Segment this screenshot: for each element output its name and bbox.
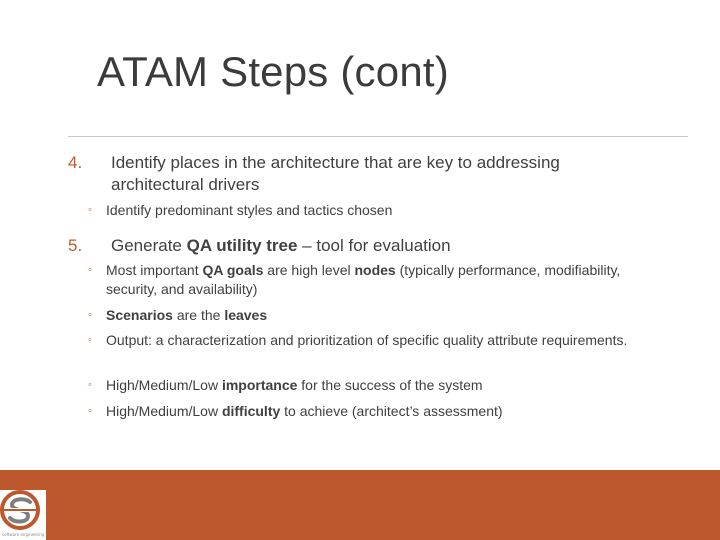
sub-item	[88, 201, 648, 220]
sub-item	[88, 402, 648, 421]
sub-item	[88, 306, 648, 325]
sub-item	[88, 331, 648, 350]
bullet-icon: ◦	[88, 405, 92, 417]
slide-title: ATAM Steps (cont)	[97, 48, 449, 95]
sub-item-text: Scenarios are the leaves	[106, 307, 268, 323]
bullet-icon: ◦	[88, 334, 92, 346]
sub-item	[88, 261, 648, 299]
sub-item-text: High/Medium/Low importance for the success of the system	[106, 377, 483, 393]
list-item-text: Identify places in the architecture that are key to addressing architectural drivers	[111, 153, 560, 194]
bullet-icon: ◦	[88, 309, 92, 321]
sub-item-text: Most important QA goals are high level nodes (typically performance, modifiability, security, and availability)	[106, 262, 621, 297]
list-item-4	[68, 152, 648, 196]
title-divider	[68, 136, 688, 137]
sub-item	[88, 376, 648, 395]
list-item-text: Generate QA utility tree – tool for evaluation	[111, 236, 451, 255]
sub-item-text: High/Medium/Low difficulty to achieve (architect’s assessment)	[106, 403, 503, 419]
list-item-5	[68, 235, 648, 257]
bullet-icon: ◦	[88, 204, 92, 216]
logo-icon	[0, 490, 46, 536]
logo-caption: software engineering	[2, 532, 45, 537]
logo	[0, 490, 46, 540]
sub-item-text: Identify predominant styles and tactics chosen	[106, 202, 393, 218]
footer-bar	[0, 470, 720, 540]
bullet-icon: ◦	[88, 264, 92, 276]
sub-item-text: Output: a characterization and prioritization of specific quality attribute requirements.	[106, 332, 628, 348]
bullet-icon: ◦	[88, 379, 92, 391]
list-number: 5.	[68, 236, 83, 255]
list-number: 4.	[68, 153, 83, 172]
